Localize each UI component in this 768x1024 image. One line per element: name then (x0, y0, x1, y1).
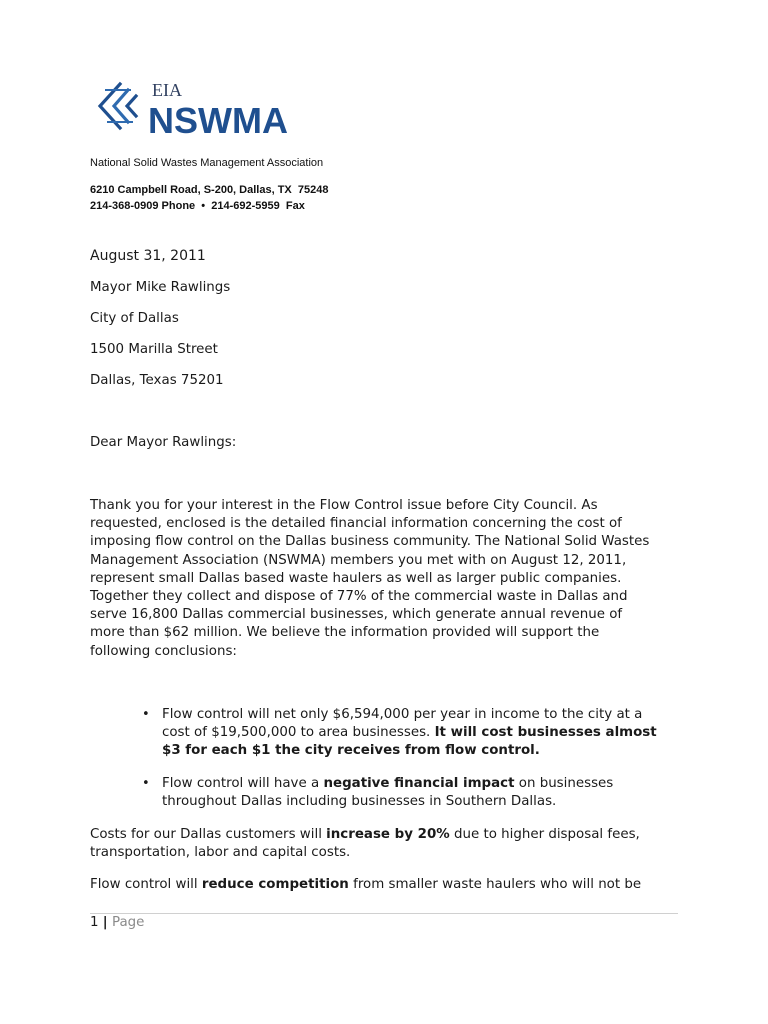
logo-eia-text: EIA (152, 80, 182, 100)
page-label: Page (111, 915, 145, 930)
bullet-line: Flow control will net only $6,594,000 per year in income to the city at a (162, 707, 643, 722)
paragraph-emphasis: reduce competition (201, 877, 349, 892)
bullet-text: cost of $19,500,000 to area businesses. (162, 725, 435, 741)
page-footer (90, 915, 144, 930)
paragraph-text: from smaller waste haulers who will not be (348, 877, 642, 892)
chevron-stack-icon (100, 84, 136, 128)
recipient-name: Mayor Mike Rawlings (90, 280, 231, 295)
paragraph-line: transportation, labor and capital costs. (90, 845, 351, 861)
letter-date: August 31, 2011 (90, 248, 206, 264)
bullet-emphasis: It will cost businesses almost (434, 725, 657, 741)
paragraph-line: imposing flow control on the Dallas business community. The National Solid Wastes (90, 534, 650, 550)
paragraph-line (90, 876, 700, 894)
footer-divider (90, 913, 678, 914)
bullet-emphasis: negative financial impact (323, 775, 515, 791)
paragraph-line: Together they collect and dispose of 77% of the commercial waste in Dallas and (90, 589, 628, 605)
paragraph-line: Thank you for your interest in the Flow Control issue before City Council. As (90, 498, 598, 513)
recipient-street: 1500 Marilla Street (90, 342, 218, 357)
paragraph-line: more than $62 million. We believe the information provided will support the (90, 625, 600, 641)
footer-separator: | (102, 915, 108, 930)
list-item (90, 706, 690, 761)
paragraph-line: following conclusions: (90, 643, 237, 659)
paragraph-line: requested, enclosed is the detailed financial information concerning the cost of (90, 516, 622, 532)
paragraph-text: due to higher disposal fees, (449, 827, 640, 842)
recipient-city: Dallas, Texas 75201 (90, 373, 224, 388)
logo-nswma-text: NSWMA (148, 100, 288, 138)
address-line: 6210 Campbell Road, S-200, Dallas, TX 75248 (90, 184, 329, 196)
intro-paragraph (90, 497, 700, 661)
bullet-text: Flow control will have a (162, 775, 324, 791)
costs-paragraph (90, 826, 700, 862)
bullet-line (162, 775, 690, 793)
bullet-text: on businesses (514, 775, 614, 791)
bullet-emphasis: $3 for each $1 the city receives from flow control. (162, 743, 540, 759)
bullet-icon: • (142, 707, 150, 722)
list-item (90, 775, 690, 811)
paragraph-line: serve 16,800 Dallas commercial businesses, which generate annual revenue of (90, 607, 623, 623)
bullet-icon: • (142, 775, 150, 791)
page-number: 1 (90, 915, 99, 930)
conclusions-list (90, 706, 690, 811)
bullet-line (162, 742, 690, 760)
org-name: National Solid Wastes Management Association (90, 157, 324, 169)
paragraph-line: Management Association (NSWMA) members you met with on August 12, 2011, (90, 552, 627, 568)
paragraph-text: Flow control will (90, 877, 202, 892)
competition-paragraph (90, 876, 700, 894)
paragraph-emphasis: increase by 20% (326, 827, 450, 842)
paragraph-line (90, 826, 700, 844)
salutation: Dear Mayor Rawlings: (90, 435, 237, 450)
recipient-org: City of Dallas (90, 311, 179, 326)
bullet-line (162, 724, 690, 742)
bullet-line: throughout Dallas including businesses in Southern Dallas. (162, 793, 557, 809)
contact-line: 214-368-0909 Phone • 214-692-5959 Fax (90, 200, 305, 212)
paragraph-line: represent small Dallas based waste haulers as well as larger public companies. (90, 570, 622, 586)
nswma-logo (90, 76, 330, 138)
paragraph-text: Costs for our Dallas customers will (90, 827, 327, 842)
